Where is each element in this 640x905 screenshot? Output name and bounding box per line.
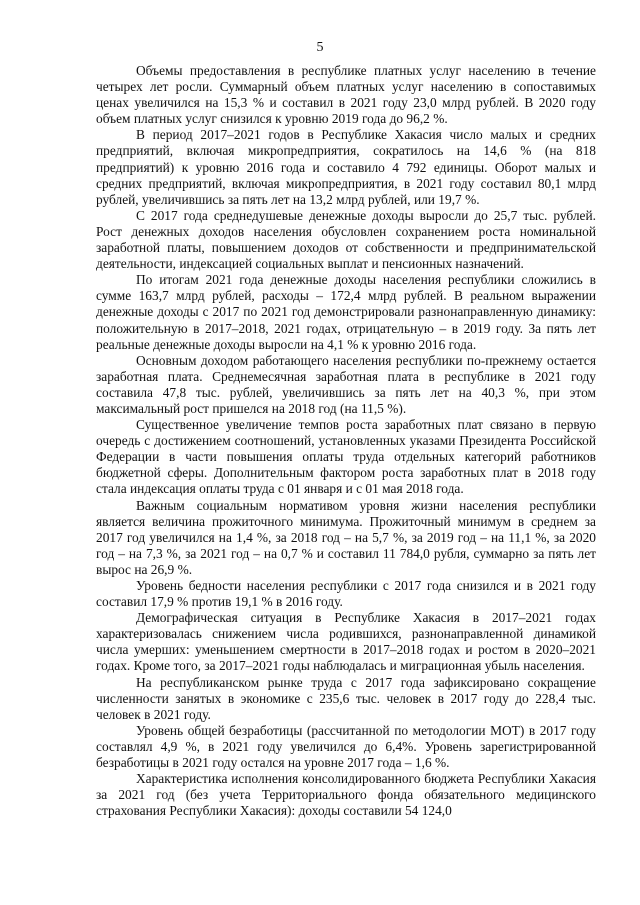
paragraph-poverty: Уровень бедности населения республики с 2017 года снизился и в 2021 году составил 17,9 % против 19,1 % в 2016 году. — [96, 578, 596, 610]
paragraph-budget: Характеристика исполнения консолидированного бюджета Республики Хакасия за 2021 год (без учета Территориального фонда обязательного медицинского страхования Республики Хакасия): доходы составили 54 124,0 — [96, 771, 596, 819]
paragraph-per-capita-income: С 2017 года среднедушевые денежные доходы выросли до 25,7 тыс. рублей. Рост денежных доходов населения обусловлен сохранением роста номинальной заработной платы, повышением доходов от собственности и предпринимательской деятельности, индексацией социальных выплат и пенсионных назначений. — [96, 207, 596, 272]
document-body — [96, 63, 596, 819]
page-number: 5 — [316, 40, 324, 55]
paragraph-unemployment: Уровень общей безработицы (рассчитанной по методологии МОТ) в 2017 году составлял 4,9 %, в 2021 году увеличился до 6,4%. Уровень зарегистрированной безработицы в 2021 году остался на уровне 2017 года – 1,6 %. — [96, 722, 596, 771]
paragraph-demography: Демографическая ситуация в Республике Хакасия в 2017–2021 годах характеризовалась снижением числа родившихся, разнонаправленной динамикой числа умерших: уменьшением смертности в 2017–2018 годах и ростом в 2020–2021 годах. Кроме того, за 2017–2021 годы наблюдалась и миграционная убыль населения. — [96, 610, 596, 674]
paragraph-paid-services: Объемы предоставления в республике платных услуг населению в течение четырех лет росли. Суммарный объем платных услуг населению в сопоставимых ценах увеличился на 15,3 % и составил в 2021 году 23,0 млрд рублей. В 2020 году объем платных услуг снизился к уровню 2019 года до 96,2 %. — [96, 63, 596, 127]
paragraph-small-business: В период 2017–2021 годов в Республике Хакасия число малых и средних предприятий, включая микропредприятия, сократилось на 14,6 % (на 818 предприятий) к уровню 2016 года и составило 4 792 единицы. Оборот малых и средних предприятий, включая микропредприятия, в 2021 году составил 80,1 млрд рублей, увеличившись за пять лет на 13,2 млрд рублей, или 19,7 %. — [96, 127, 596, 207]
paragraph-wage-growth: Существенное увеличение темпов роста заработных плат связано в первую очередь с достижением соотношений, установленных указами Президента Российской Федерации в части повышения оплаты труда отдельных категорий работников бюджетной сферы. Дополнительным фактором роста заработных плат в 2018 году стала индексация оплаты труда с 01 января и с 01 мая 2018 года. — [96, 417, 596, 497]
paragraph-labor-market: На республиканском рынке труда с 2017 года зафиксировано сокращение численности занятых в экономике с 235,6 тыс. человек в 2017 году до 228,4 тыс. человек в 2021 году. — [96, 674, 596, 722]
paragraph-wages: Основным доходом работающего населения республики по-прежнему остается заработная плата. Среднемесячная заработная плата в республике в 2021 году составила 47,8 тыс. рублей, увеличившись за пять лет на 40,3 %, при этом максимальный рост пришелся на 2018 год (на 11,5 %). — [96, 352, 596, 416]
paragraph-income-expenses: По итогам 2021 года денежные доходы населения республики сложились в сумме 163,7 млрд рублей, расходы – 172,4 млрд рублей. В реальном выражении денежные доходы с 2017 по 2021 год демонстрировали разнонаправленную динамику: положительную в 2017–2018, 2021 годах, отрицательную – в 2019 году. За пять лет реальные денежные доходы выросли на 4,1 % к уровню 2016 года. — [96, 272, 596, 352]
paragraph-subsistence-minimum: Важным социальным нормативом уровня жизни населения республики является величина прожиточного минимума. Прожиточный минимум в среднем за 2017 год увеличился на 1,4 %, за 2018 год – на 5,7 %, за 2019 год – на 11,1 %, за 2020 год – на 7,3 %, за 2021 год – на 0,7 % и составил 11 784,0 рубля, суммарно за пять лет вырос на 26,9 %. — [96, 497, 596, 577]
